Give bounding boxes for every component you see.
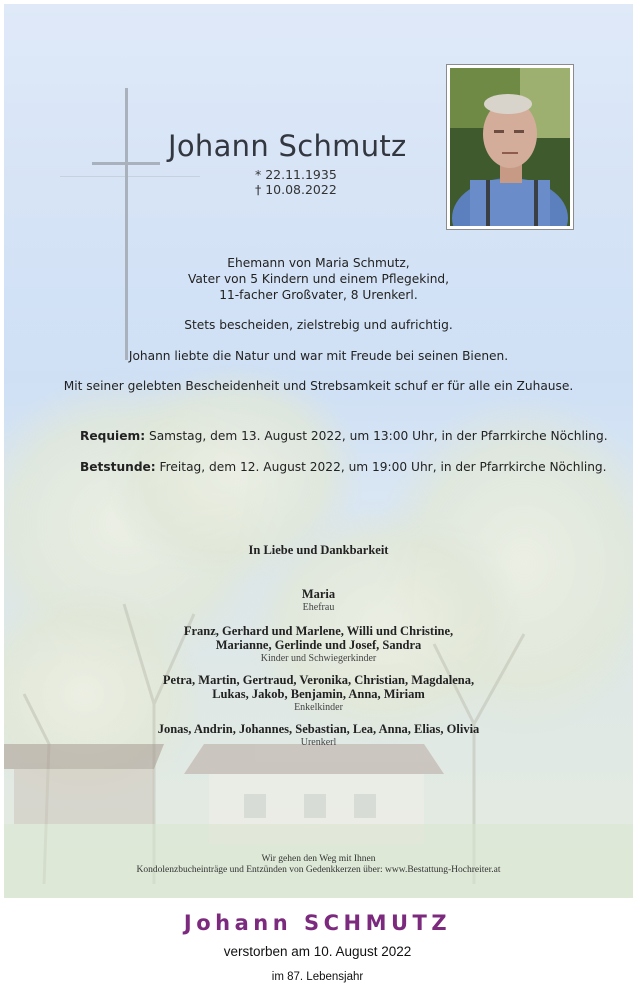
family-role: Kinder und Schwiegerkinder <box>260 653 377 664</box>
requiem-label: Requiem: <box>80 429 146 443</box>
family-role: Enkelkinder <box>294 702 343 713</box>
cross-shadow <box>60 176 200 177</box>
family-role: Ehefrau <box>302 602 335 613</box>
family-name: Franz, Gerhard und Marlene, Willi und Christine, <box>183 624 454 638</box>
cross-horizontal-icon <box>92 162 160 165</box>
family-name: Jonas, Andrin, Johannes, Sebastian, Lea, Anna, Elias, Olivia <box>157 722 480 736</box>
family-name: Lukas, Jakob, Benjamin, Anna, Miriam <box>212 687 425 701</box>
age-line: im 87. Lebensjahr <box>271 971 364 983</box>
family-name: Petra, Martin, Gertraud, Veronika, Christian, Magdalena, <box>162 673 475 687</box>
deceased-name: Johann Schmutz <box>168 129 407 163</box>
page-title: Johann SCHMUTZ <box>183 911 452 935</box>
footer-line-1: Wir gehen den Weg mit Ihnen <box>261 854 376 864</box>
bio-line-1: Ehemann von Maria Schmutz, <box>227 256 410 270</box>
bio-line-4: Stets bescheiden, zielstrebig und aufrichtig. <box>184 318 453 332</box>
betstunde-line <box>80 460 607 474</box>
family-name: Maria <box>301 587 336 601</box>
requiem-line <box>80 429 608 443</box>
family-heading: In Liebe und Dankbarkeit <box>248 543 389 557</box>
footer-line-2: Kondolenzbucheinträge und Entzünden von Gedenkkerzen über: www.Bestattung-Hochreiter.at <box>136 865 501 875</box>
bio-line-3: 11-facher Großvater, 8 Urenkerl. <box>219 288 418 302</box>
bio-line-5: Johann liebte die Natur und war mit Freude bei seinen Bienen. <box>128 349 509 363</box>
portrait-image <box>450 68 570 226</box>
family-name: Marianne, Gerlinde und Josef, Sandra <box>215 638 422 652</box>
betstunde-text: Freitag, dem 12. August 2022, um 19:00 Uhr, in der Pfarrkirche Nöchling. <box>155 460 607 474</box>
died-line: verstorben am 10. August 2022 <box>223 944 412 959</box>
death-date: † 10.08.2022 <box>255 182 337 197</box>
obituary-card <box>4 4 633 898</box>
bio-line-6: Mit seiner gelebten Bescheidenheit und Strebsamkeit schuf er für alle ein Zuhause. <box>63 379 574 393</box>
portrait-photo <box>446 64 574 230</box>
bio-line-2: Vater von 5 Kindern und einem Pflegekind, <box>187 272 450 286</box>
requiem-text: Samstag, dem 13. August 2022, um 13:00 Uhr, in der Pfarrkirche Nöchling. <box>145 429 608 443</box>
betstunde-label: Betstunde: <box>80 460 156 474</box>
birth-date: * 22.11.1935 <box>255 167 337 182</box>
family-role: Urenkerl <box>300 737 337 748</box>
